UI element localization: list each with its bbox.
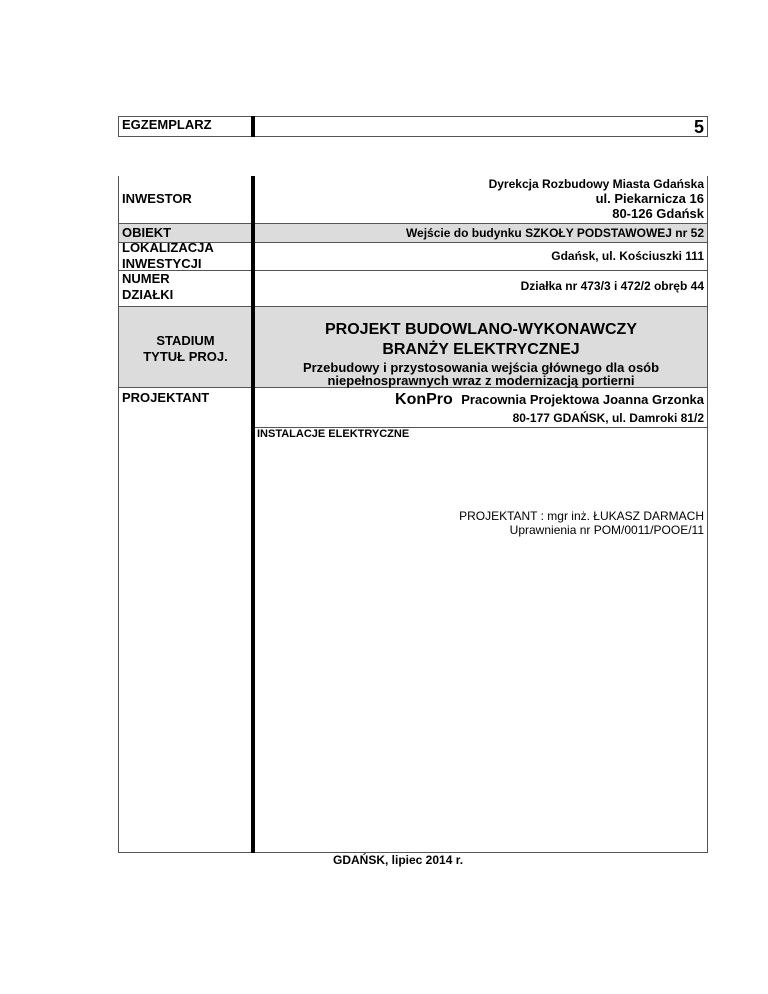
license-line: Uprawnienia nr POM/0011/POOE/11 [509, 523, 704, 537]
section-title: INSTALACJE ELEKTRYCZNE [257, 428, 410, 440]
designer-address: 80-177 GDAŃSK, ul. Damroki 81/2 [512, 411, 704, 425]
company-full-name: Pracownia Projektowa Joanna Grzonka [461, 392, 704, 407]
project-title-1: PROJEKT BUDOWLANO-WYKONAWCZY [325, 321, 637, 338]
plot-value: Działka nr 473/3 i 472/2 obręb 44 [520, 279, 704, 293]
object-value: Wejście do budynku SZKOŁY PODSTAWOWEJ nr 52 [405, 226, 704, 240]
copy-number: 5 [693, 117, 704, 137]
designer-company-line [395, 390, 704, 410]
investor-city: 80-126 Gdańsk [612, 206, 704, 221]
company-logo-text: KonPro [395, 391, 453, 408]
project-subtitle-2: niepełnosprawnych wraz z modernizacją portierni [327, 373, 635, 388]
stage-label-1: STADIUM [156, 333, 215, 348]
plot-label-1: NUMER [122, 271, 170, 286]
investor-street: ul. Piekarnicza 16 [595, 191, 704, 206]
location-label-1: LOKALIZACJA [122, 240, 214, 255]
designer-signature-line: PROJEKTANT : mgr inż. ŁUKASZ DARMACH [459, 509, 704, 523]
investor-name: Dyrekcja Rozbudowy Miasta Gdańska [488, 177, 704, 191]
designer-label: PROJEKTANT [122, 390, 210, 405]
investor-label: INWESTOR [122, 191, 192, 206]
plot-label-2: DZIAŁKI [122, 287, 174, 302]
stage-label-2: TYTUŁ PROJ. [143, 349, 228, 364]
object-label: OBIEKT [122, 225, 172, 240]
project-title-2: BRANŻY ELEKTRYCZNEJ [382, 341, 580, 358]
footer-place-date: GDAŃSK, lipiec 2014 r. [333, 853, 464, 867]
copy-label: EGZEMPLARZ [122, 117, 212, 132]
location-label-2: INWESTYCJI [122, 256, 202, 271]
project-subtitle-1: Przebudowy i przystosowania wejścia głównego dla osób [302, 360, 660, 375]
location-value: Gdańsk, ul. Kościuszki 111 [551, 249, 704, 263]
